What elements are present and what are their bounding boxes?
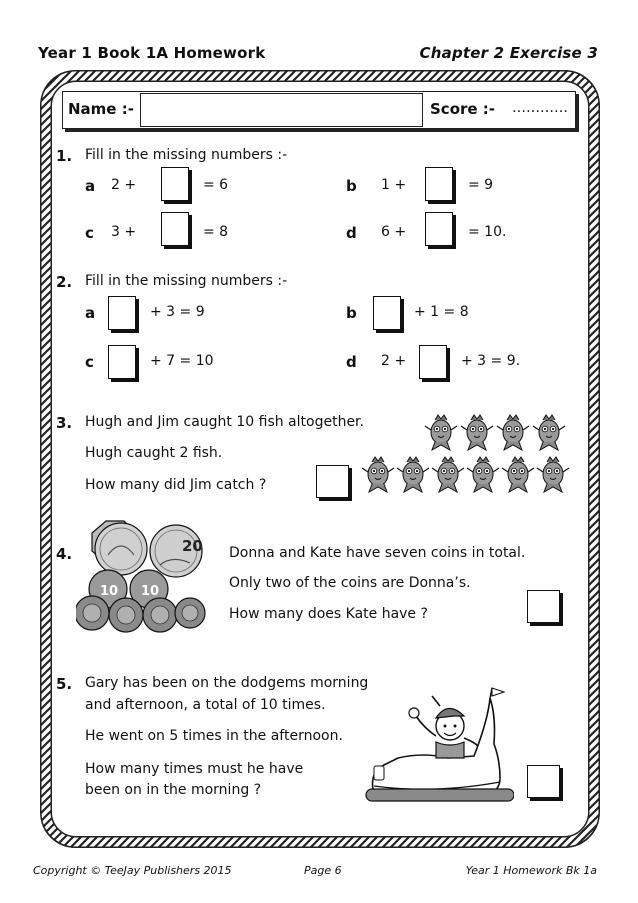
q5-line3: He went on 5 times in the afternoon. bbox=[85, 728, 343, 744]
q2c-post: + 7 = 10 bbox=[150, 353, 214, 369]
coin-icon bbox=[175, 598, 205, 628]
fish-icon bbox=[537, 457, 569, 492]
q1c-post: = 8 bbox=[203, 224, 229, 240]
q1d-post: = 10. bbox=[468, 224, 507, 240]
q1a-answer-box[interactable] bbox=[161, 167, 189, 201]
fish-icon bbox=[533, 415, 565, 450]
footer-page-number: Page 6 bbox=[304, 864, 342, 877]
footer-book-title: Year 1 Homework Bk 1a bbox=[465, 864, 597, 877]
fish-icon bbox=[467, 457, 499, 492]
fish-icon bbox=[502, 457, 534, 492]
q2d-label: d bbox=[346, 353, 357, 371]
fish-illustration bbox=[362, 408, 584, 508]
q1b-answer-box[interactable] bbox=[425, 167, 453, 201]
q3-answer-box[interactable] bbox=[316, 465, 349, 498]
q1d-label: d bbox=[346, 224, 357, 242]
q5-line5: been on in the morning ? bbox=[85, 782, 262, 798]
score-label: Score :- bbox=[430, 100, 496, 118]
q1a-pre: 2 + bbox=[111, 177, 137, 193]
q4-line3: How many does Kate have ? bbox=[229, 606, 428, 622]
dodgem-car-illustration bbox=[364, 686, 514, 806]
q5-line1: Gary has been on the dodgems morning bbox=[85, 675, 369, 691]
coin-value-text: 20 bbox=[182, 537, 203, 555]
fish-icon bbox=[497, 415, 529, 450]
q1d-pre: 6 + bbox=[381, 224, 407, 240]
q1c-pre: 3 + bbox=[111, 224, 137, 240]
q1b-pre: 1 + bbox=[381, 177, 407, 193]
fish-icon bbox=[432, 457, 464, 492]
q5-number: 5. bbox=[56, 675, 73, 693]
q3-number: 3. bbox=[56, 414, 73, 432]
q2b-label: b bbox=[346, 304, 357, 322]
q5-line4: How many times must he have bbox=[85, 761, 304, 777]
coin-value-text: 10 bbox=[100, 584, 119, 599]
q2c-answer-box[interactable] bbox=[108, 345, 136, 379]
fish-icon bbox=[425, 415, 457, 450]
q3-line3: How many did Jim catch ? bbox=[85, 477, 267, 493]
q1b-post: = 9 bbox=[468, 177, 494, 193]
q2c-label: c bbox=[85, 353, 94, 371]
coin-icon bbox=[150, 525, 203, 577]
q4-line2: Only two of the coins are Donna’s. bbox=[229, 575, 471, 591]
q2b-post: + 1 = 8 bbox=[414, 304, 469, 320]
name-label: Name :- bbox=[68, 100, 134, 118]
q1-prompt: Fill in the missing numbers :- bbox=[85, 147, 288, 163]
q4-answer-box[interactable] bbox=[527, 590, 560, 623]
q5-line2: and afternoon, a total of 10 times. bbox=[85, 697, 326, 713]
q2a-label: a bbox=[85, 304, 96, 322]
q1-number: 1. bbox=[56, 147, 73, 165]
q2b-answer-box[interactable] bbox=[373, 296, 401, 330]
header-chapter-title: Chapter 2 Exercise 3 bbox=[419, 44, 598, 62]
q1a-post: = 6 bbox=[203, 177, 229, 193]
q4-line1: Donna and Kate have seven coins in total. bbox=[229, 545, 526, 561]
fish-icon bbox=[397, 457, 429, 492]
q2-number: 2. bbox=[56, 273, 73, 291]
name-field[interactable] bbox=[140, 93, 423, 127]
q2a-answer-box[interactable] bbox=[108, 296, 136, 330]
coins-illustration bbox=[76, 515, 206, 633]
fish-icon bbox=[461, 415, 493, 450]
q1b-label: b bbox=[346, 177, 357, 195]
coin-icon bbox=[109, 598, 143, 632]
q4-number: 4. bbox=[56, 545, 73, 563]
q1c-label: c bbox=[85, 224, 94, 242]
q3-line1: Hugh and Jim caught 10 fish altogether. bbox=[85, 414, 364, 430]
q1a-label: a bbox=[85, 177, 96, 195]
score-field[interactable]: ………… bbox=[512, 100, 568, 116]
coin-value-text: 10 bbox=[141, 584, 160, 599]
q2d-answer-box[interactable] bbox=[419, 345, 447, 379]
q2a-post: + 3 = 9 bbox=[150, 304, 205, 320]
coin-icon bbox=[76, 596, 109, 630]
q2-prompt: Fill in the missing numbers :- bbox=[85, 273, 288, 289]
q2d-pre: 2 + bbox=[381, 353, 407, 369]
q1d-answer-box[interactable] bbox=[425, 212, 453, 246]
coin-icon bbox=[143, 598, 177, 632]
fish-icon bbox=[362, 457, 394, 492]
footer-copyright: Copyright © TeeJay Publishers 2015 bbox=[33, 864, 232, 877]
q2d-post: + 3 = 9. bbox=[461, 353, 521, 369]
header-book-title: Year 1 Book 1A Homework bbox=[38, 44, 266, 62]
q1c-answer-box[interactable] bbox=[161, 212, 189, 246]
q3-line2: Hugh caught 2 fish. bbox=[85, 445, 223, 461]
coin-icon bbox=[95, 523, 147, 575]
q5-answer-box[interactable] bbox=[527, 765, 560, 798]
